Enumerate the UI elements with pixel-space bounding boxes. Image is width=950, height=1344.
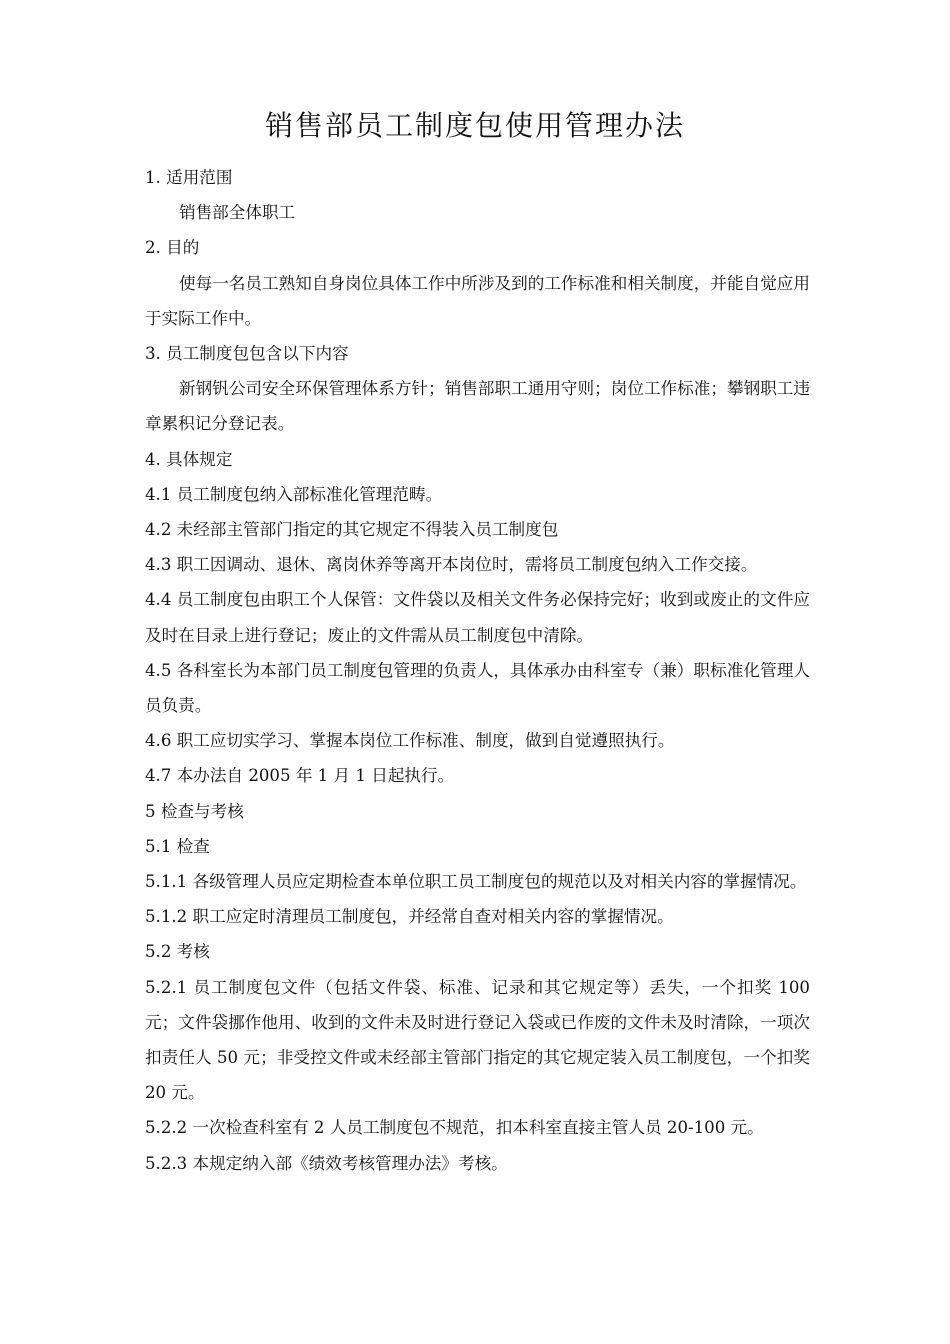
rule-4-6: 4.6 职工应切实学习、掌握本岗位工作标准、制度，做到自觉遵照执行。 (145, 731, 675, 751)
document-title: 销售部员工制度包使用管理办法 (264, 109, 685, 142)
purpose-text: 使每一名员工熟知自身岗位具体工作中所涉及到的工作标准和相关制度，并能自觉应用于实际工作中。 (145, 273, 810, 328)
rule-4-5: 4.5 各科室长为本部门员工制度包管理的负责人，具体承办由科室专（兼）职标准化管理人员负责。 (145, 660, 810, 716)
rule-5-1-1: 5.1.1 各级管理人员应定期检查本单位职工员工制度包的规范以及对相关内容的掌握情况。 (145, 872, 807, 892)
document-body (145, 160, 810, 1181)
section-heading-contents: 3. 员工制度包包含以下内容 (145, 344, 349, 364)
rule-5-2-2: 5.2.2 一次检查科室有 2 人员工制度包不规范，扣本科室直接主管人员 20-100 元。 (145, 1118, 764, 1138)
section-heading-inspection: 5 检查与考核 (145, 801, 244, 821)
subsection-heading-check: 5.1 检查 (145, 836, 210, 856)
section-heading-scope: 1. 适用范围 (145, 168, 233, 187)
rule-5-2-1: 5.2.1 员工制度包文件（包括文件袋、标准、记录和其它规定等）丢失，一个扣奖 100 元；文件袋挪作他用、收到的文件未及时进行登记入袋或已作废的文件未及时清除，一项次扣责任人 50 元；非受控文件或未经部主管部门指定的其它规定装入员工制度包，一个扣奖 20 元。 (145, 977, 810, 1103)
rule-4-7: 4.7 本办法自 2005 年 1 月 1 日起执行。 (145, 766, 455, 786)
section-heading-purpose: 2. 目的 (145, 238, 200, 258)
contents-text: 新钢钒公司安全环保管理体系方针；销售部职工通用守则；岗位工作标准；攀钢职工违章累积记分登记表。 (145, 379, 810, 434)
rule-4-1: 4.1 员工制度包纳入部标准化管理范畴。 (145, 484, 443, 504)
rule-5-1-2: 5.1.2 职工应定时清理员工制度包，并经常自查对相关内容的掌握情况。 (145, 907, 674, 927)
rule-5-2-3: 5.2.3 本规定纳入部《绩效考核管理办法》考核。 (145, 1153, 508, 1173)
subsection-heading-assessment: 5.2 考核 (145, 942, 210, 962)
section-heading-rules: 4. 具体规定 (145, 449, 233, 469)
rule-4-2: 4.2 未经部主管部门指定的其它规定不得装入员工制度包 (145, 520, 559, 540)
rule-4-3: 4.3 职工因调动、退休、离岗休养等离开本岗位时，需将员工制度包纳入工作交接。 (145, 555, 758, 575)
scope-text: 销售部全体职工 (179, 203, 296, 223)
rule-4-4: 4.4 员工制度包由职工个人保管：文件袋以及相关文件务必保持完好；收到或废止的文件应及时在目录上进行登记；废止的文件需从员工制度包中清除。 (145, 590, 810, 645)
